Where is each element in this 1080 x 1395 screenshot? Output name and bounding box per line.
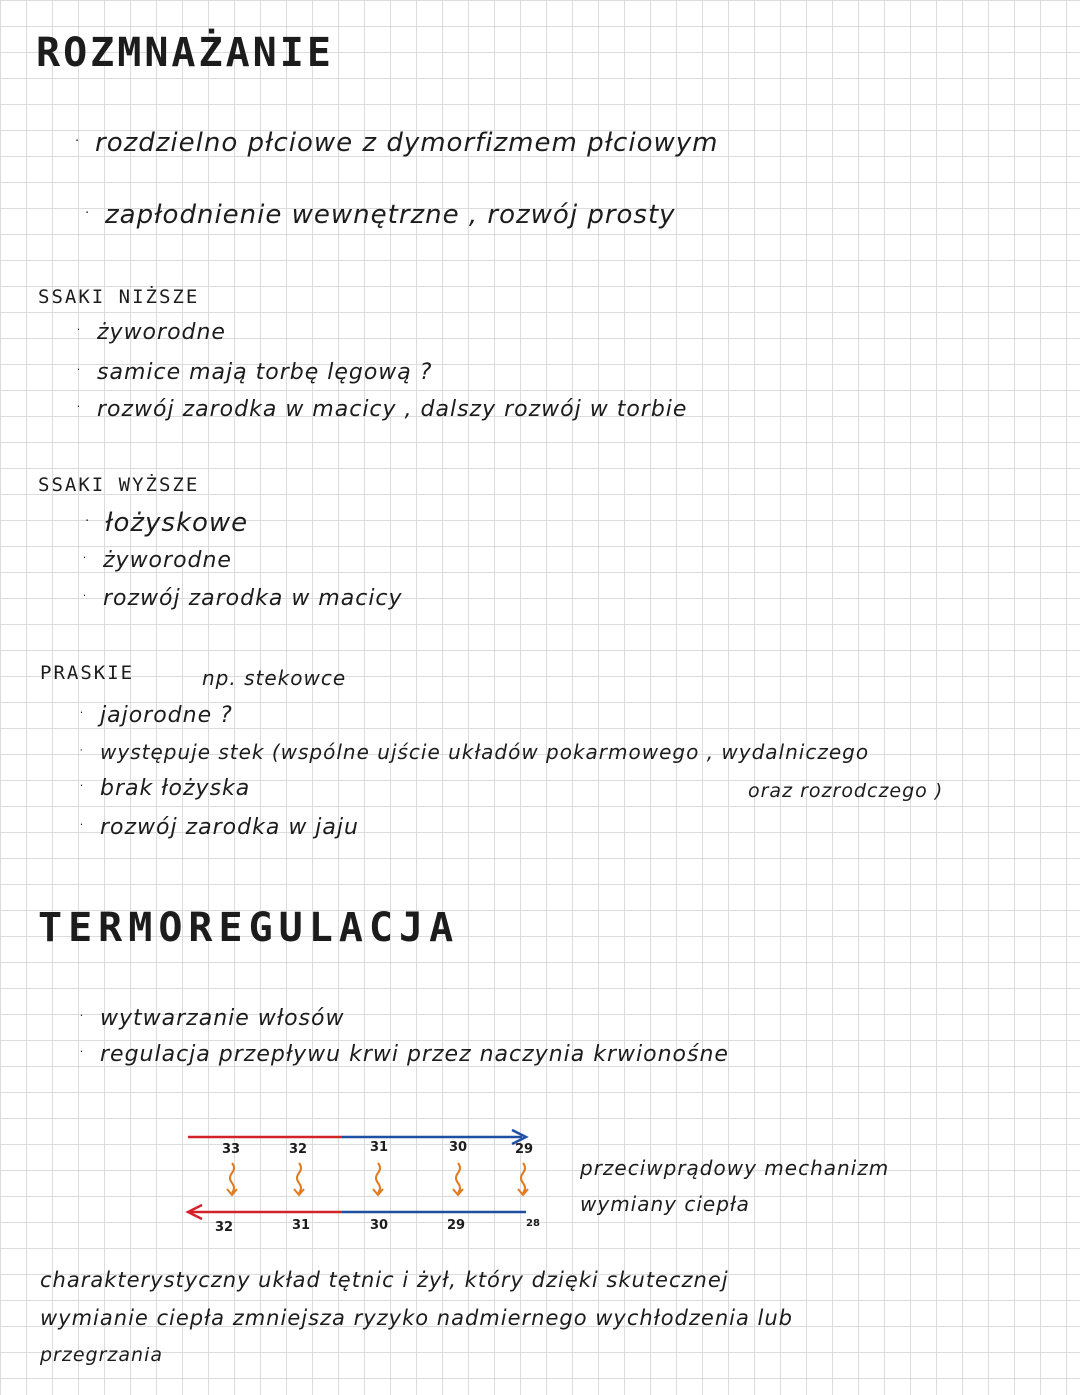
list-item: · rozwój zarodka w macicy , dalszy rozwój w torbie bbox=[97, 397, 687, 422]
list-item: · brak łożyska bbox=[100, 776, 250, 801]
list-item-continuation: oraz rozrodczego ) bbox=[748, 780, 944, 802]
list-item: · rozwój zarodka w jaju bbox=[100, 815, 359, 840]
temp-bottom-4: 29 bbox=[447, 1218, 466, 1233]
wavy-arrow-1 bbox=[227, 1163, 237, 1195]
list-item: · występuje stek (wspólne ujście układów pokarmowego , wydalniczego bbox=[100, 740, 869, 764]
section-title-termoregulacja: TERMOREGULACJA bbox=[38, 905, 460, 951]
bullet-rozdzielnoplciowe: · rozdzielno płciowe z dymorfizmem płciowym bbox=[95, 128, 718, 158]
temp-top-2: 32 bbox=[289, 1142, 308, 1157]
summary-line-1: charakterystyczny układ tętnic i żył, który dzięki skutecznej bbox=[40, 1268, 729, 1292]
section-title-rozmnazanie: ROZMNAŻANIE bbox=[36, 30, 334, 76]
list-item: · żyworodne bbox=[103, 548, 232, 573]
heading-praskie: PRASKIE bbox=[40, 662, 135, 684]
summary-line-3: przegrzania bbox=[40, 1344, 163, 1366]
temp-bottom-2: 31 bbox=[292, 1218, 311, 1233]
diagram-label-line1: przeciwprądowy mechanizm bbox=[580, 1156, 890, 1180]
heading-ssaki-wyzsze: SSAKI WYŻSZE bbox=[38, 474, 200, 496]
temp-bottom-3: 30 bbox=[370, 1218, 389, 1233]
wavy-heat-arrows bbox=[227, 1163, 528, 1195]
list-item: · rozwój zarodka w macicy bbox=[103, 586, 403, 611]
list-item: · jajorodne ? bbox=[100, 703, 233, 728]
temp-top-3: 31 bbox=[370, 1140, 389, 1155]
diagram-label-line2: wymiany ciepła bbox=[580, 1192, 750, 1216]
bullet-zaplodnienie: · zapłodnienie wewnętrzne , rozwój prosty bbox=[105, 200, 676, 230]
bullet-wlosy: · wytwarzanie włosów bbox=[100, 1006, 344, 1031]
list-item: · żyworodne bbox=[97, 320, 226, 345]
summary-line-2: wymianie ciepła zmniejsza ryzyko nadmiernego wychłodzenia lub bbox=[40, 1306, 793, 1330]
temp-bottom-5: 28 bbox=[526, 1218, 540, 1229]
wavy-arrow-4 bbox=[453, 1163, 463, 1195]
wavy-arrow-2 bbox=[294, 1163, 304, 1195]
list-item: · samice mają torbę lęgową ? bbox=[97, 360, 432, 385]
list-item: · łożyskowe bbox=[105, 508, 248, 538]
temp-top-4: 30 bbox=[449, 1140, 468, 1155]
temp-top-5: 29 bbox=[515, 1142, 534, 1157]
heading-ssaki-nizsze: SSAKI NIŻSZE bbox=[38, 286, 200, 308]
heading-note-stekowce: np. stekowce bbox=[202, 666, 347, 690]
wavy-arrow-5 bbox=[518, 1163, 528, 1195]
bullet-przeplyw-krwi: · regulacja przepływu krwi przez naczynia krwionośne bbox=[100, 1042, 729, 1067]
temp-bottom-1: 32 bbox=[215, 1220, 234, 1235]
wavy-arrow-3 bbox=[373, 1163, 383, 1195]
temp-top-1: 33 bbox=[222, 1142, 241, 1157]
